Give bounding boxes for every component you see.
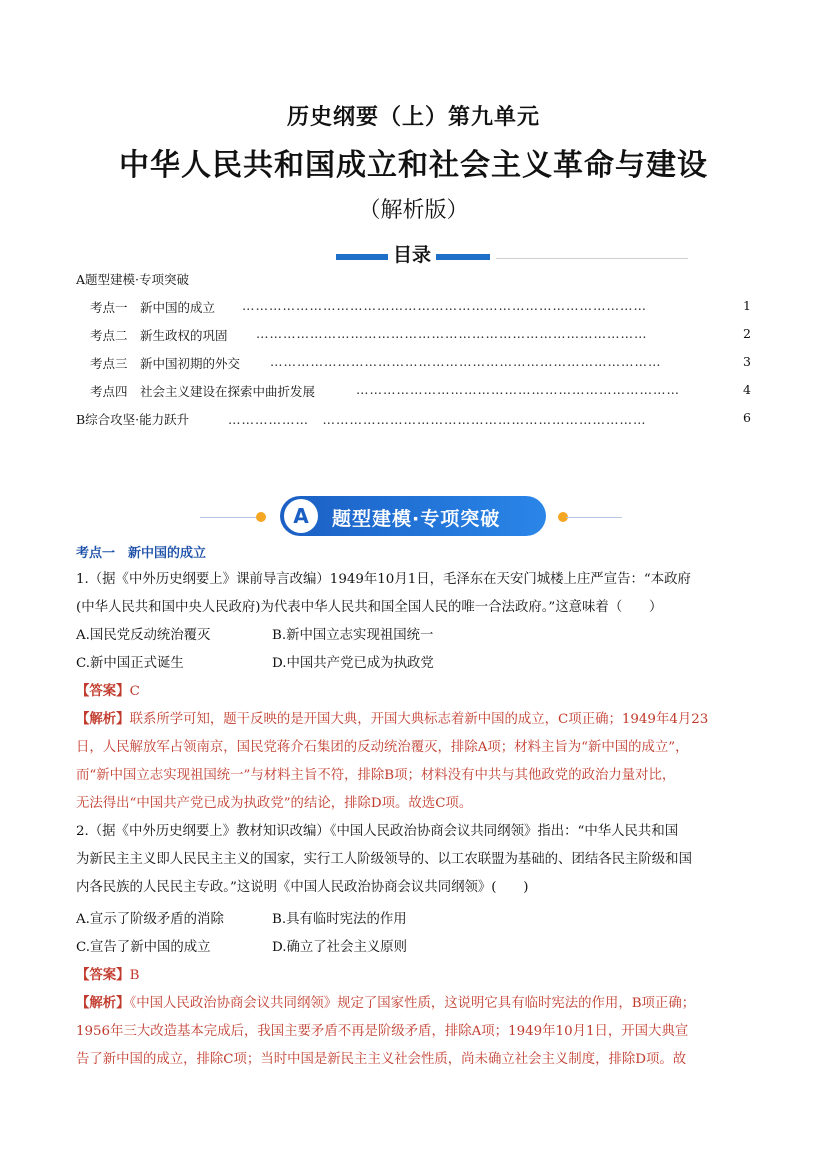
answer-tag: 【答案】 <box>76 684 130 699</box>
toc-heading <box>336 240 496 268</box>
banner-dot-left <box>256 512 266 522</box>
analysis-tag: 【解析】 <box>76 996 130 1011</box>
toc-leader-dots: …………………………………………………………………………… <box>270 354 662 369</box>
question-line: (中华人民共和国中央人民政府)为代表中华人民共和国全国人民的唯一合法政府。”这意味着（ ） <box>76 600 663 615</box>
toc-leader-dots: …………………………………………………………………………… <box>256 326 648 341</box>
q2-option-b[interactable]: B.具有临时宪法的作用 <box>272 912 407 927</box>
question-line: 2.（据《中外历史纲要上》教材知识改编）《中国人民政治协商会议共同纲领》指出：“中华人民共和国 <box>76 824 679 839</box>
toc-entry-text: 考点二 新生政权的巩固 <box>90 328 228 343</box>
q1-option-c[interactable]: C.新中国正式诞生 <box>76 656 184 671</box>
toc-page-number: 3 <box>743 354 751 369</box>
toc-entry-topic-1[interactable] <box>0 298 827 316</box>
question-line: 为新民主主义即人民民主主义的国家，实行工人阶级领导的、以工农联盟为基础的、团结各民主阶级和国 <box>76 852 692 867</box>
unit-subtitle: 历史纲要（上）第九单元 <box>286 105 540 130</box>
toc-leader-dots: ……………… ……………………………………………………………… <box>228 412 647 427</box>
toc-bar-left <box>336 254 388 260</box>
q2-option-a[interactable]: A.宣示了阶级矛盾的消除 <box>76 912 224 927</box>
banner-line-right <box>566 517 622 518</box>
analysis-line <box>76 706 756 734</box>
q2-option-d[interactable]: D.确立了社会主义原则 <box>272 940 408 955</box>
toc-entry-text: 考点一 新中国的成立 <box>90 300 216 315</box>
q1-answer <box>76 680 140 699</box>
q2-answer <box>76 964 139 983</box>
banner-letter-badge: A <box>284 499 318 533</box>
toc-entry-text: B综合攻坚·能力跃升 <box>76 412 190 427</box>
banner-line-left <box>200 517 260 518</box>
section-heading: 考点一 新中国的成立 <box>76 546 207 561</box>
banner-text: 题型建模·专项突破 <box>332 508 501 530</box>
analysis-tag: 【解析】 <box>76 712 130 727</box>
question-1-stem <box>76 566 756 622</box>
q2-analysis <box>76 990 756 1074</box>
toc-entry-text: 考点三 新中国初期的外交 <box>90 356 241 371</box>
question-2-stem <box>76 818 756 902</box>
answer-value: B <box>129 968 140 983</box>
question-line: 1.（据《中外历史纲要上》课前导言改编）1949年10月1日，毛泽东在天安门城楼上庄严宣告：“本政府 <box>76 572 691 587</box>
analysis-line <box>76 990 756 1018</box>
answer-value: C <box>129 684 140 699</box>
toc-page-number: 4 <box>743 382 751 397</box>
toc-entry-text: 考点四 社会主义建设在探索中曲折发展 <box>90 384 316 399</box>
analysis-text: 《中国人民政治协商会议共同纲领》规定了国家性质，这说明它具有临时宪法的作用，B项正确； <box>129 996 696 1011</box>
section-banner <box>200 496 620 538</box>
answer-tag: 【答案】 <box>76 968 130 983</box>
analysis-text: 联系所学可知，题干反映的是开国大典，开国大典标志着新中国的成立，C项正确；1949年4月23 <box>129 712 709 727</box>
edition-label: （解析版） <box>358 198 469 223</box>
q2-option-c[interactable]: C.宣告了新中国的成立 <box>76 940 211 955</box>
toc-entry-part-a[interactable] <box>0 270 827 288</box>
toc-page-number: 2 <box>743 326 751 341</box>
analysis-line: 日，人民解放军占领南京，国民党蒋介石集团的反动统治覆灭，排除A项；材料主旨为“新中国的成立”， <box>76 740 689 755</box>
toc-entry-text: A题型建模·专项突破 <box>76 272 190 287</box>
toc-divider <box>496 258 688 259</box>
analysis-line: 告了新中国的成立，排除C项；当时中国是新民主主义社会性质，尚未确立社会主义制度，排除D项。故 <box>76 1052 687 1067</box>
toc-leader-dots: ……………………………………………………………………………… <box>242 298 647 313</box>
analysis-line: 无法得出“中国共产党已成为执政党”的结论，排除D项。故选C项。 <box>76 796 473 811</box>
toc-bar-right <box>436 254 490 260</box>
q1-analysis <box>76 706 756 818</box>
toc-entry-part-b[interactable] <box>0 410 827 428</box>
toc-entry-topic-4[interactable] <box>0 382 827 400</box>
q1-option-b[interactable]: B.新中国立志实现祖国统一 <box>272 628 434 643</box>
toc-page-number: 6 <box>743 410 751 425</box>
q1-option-d[interactable]: D.中国共产党已成为执政党 <box>272 656 434 671</box>
toc-entry-topic-3[interactable] <box>0 354 827 372</box>
toc-label: 目录 <box>392 244 431 266</box>
analysis-line: 1956年三大改造基本完成后，我国主要矛盾不再是阶级矛盾，排除A项；1949年10月1日，开国大典宣 <box>76 1024 689 1039</box>
q1-option-a[interactable]: A.国民党反动统治覆灭 <box>76 628 211 643</box>
toc-leader-dots: ……………………………………………………………… <box>356 382 680 397</box>
analysis-line: 而“新中国立志实现祖国统一”与材料主旨不符，排除B项；材料没有中共与其他政党的政治力量对比， <box>76 768 676 783</box>
document-title: 中华人民共和国成立和社会主义革命与建设 <box>119 148 708 183</box>
toc-entry-topic-2[interactable] <box>0 326 827 344</box>
question-line: 内各民族的人民民主专政。”这说明《中国人民政治协商会议共同纲领》( ) <box>76 880 529 895</box>
toc-page-number: 1 <box>743 298 751 313</box>
